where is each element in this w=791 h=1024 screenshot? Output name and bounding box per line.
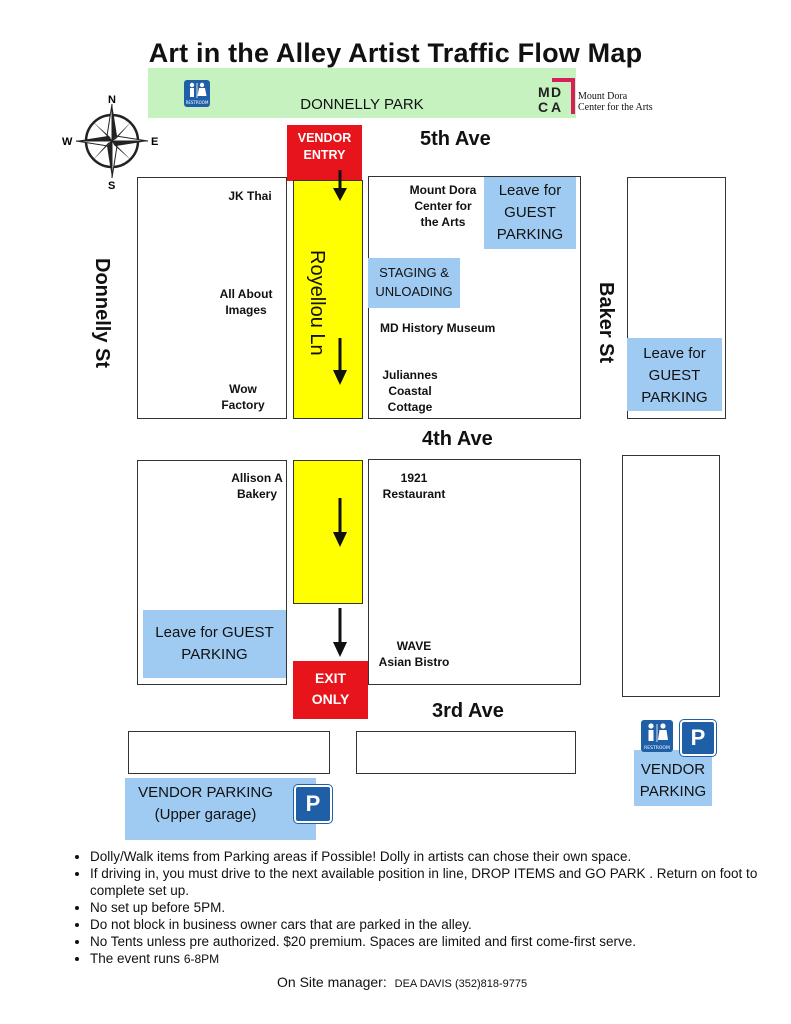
block-lower-right (622, 455, 720, 697)
business-juliannes: Juliannes Coastal Cottage (382, 368, 438, 414)
restroom-icon (641, 720, 673, 752)
svg-text:E: E (151, 136, 159, 148)
rule-item: • Dolly/Walk items from Parking areas if Possible! Dolly in artists can chose their own space. (90, 848, 770, 865)
parking-icon: P (680, 720, 716, 756)
donnelly-park-label: DONNELLY PARK (300, 96, 424, 113)
restroom-icon (184, 80, 210, 107)
rules-list (72, 848, 770, 968)
zone-guest-parking-baker: Leave for GUEST PARKING (627, 338, 722, 411)
block-bottom-left (128, 731, 330, 774)
svg-text:M: M (538, 84, 550, 100)
zone-guest-parking-bottom: Leave for GUEST PARKING (143, 610, 286, 678)
svg-text:S: S (108, 180, 116, 192)
alley-lower (293, 460, 363, 604)
map-title: Art in the Alley Artist Traffic Flow Map (148, 38, 643, 68)
alley-label-royellou-ln: Royellou Ln (306, 250, 328, 356)
business-wow-factory: Wow Factory (221, 382, 265, 412)
exit-only-sign: EXIT ONLY (293, 661, 368, 719)
arrow-down-icon (330, 608, 350, 658)
alley-upper (293, 180, 363, 419)
svg-text:RESTROOM: RESTROOM (185, 100, 209, 105)
zone-vendor-parking-right: VENDOR PARKING (634, 750, 712, 806)
svg-text:W: W (62, 136, 73, 148)
arrow-down-icon (330, 338, 350, 386)
business-jk-thai: JK Thai (228, 189, 272, 203)
rule-item: • No set up before 5PM. (90, 899, 770, 916)
street-3rd-ave: 3rd Ave (432, 700, 504, 722)
parking-icon: P (294, 785, 332, 823)
vendor-entry-sign: VENDOR ENTRY (287, 125, 362, 181)
business-wave-asian-bistro: WAVE Asian Bistro (378, 639, 450, 669)
svg-text:RESTROOM: RESTROOM (644, 746, 670, 751)
rule-item: • If driving in, you must drive to the next available position in line, DROP ITEMS and GO PARK . Return on foot to complete set up. (90, 865, 770, 899)
zone-staging-unloading: STAGING & UNLOADING (368, 258, 460, 308)
zone-guest-parking-top: Leave for GUEST PARKING (484, 177, 576, 249)
logo-text-1: Mount Dora (578, 91, 628, 102)
business-allison-bakery: Allison A Bakery (231, 471, 283, 501)
arrow-down-icon (330, 498, 350, 548)
svg-text:D: D (551, 84, 562, 100)
svg-text:A: A (551, 99, 562, 115)
business-mount-dora-center: Mount Dora Center for the Arts (409, 183, 477, 229)
block-bottom-middle (356, 731, 576, 774)
street-5th-ave: 5th Ave (420, 128, 491, 150)
arrow-down-icon (330, 170, 350, 202)
rule-item: • Do not block in business owner cars that are parked in the alley. (90, 916, 770, 933)
business-md-history-museum: MD History Museum (380, 321, 496, 335)
rule-item-event-time: • The event runs 6-8PM (90, 950, 770, 968)
rule-item: • No Tents unless pre authorized. $20 premium. Spaces are limited and first come-first serve. (90, 933, 770, 950)
street-donnelly-st: Donnelly St (91, 258, 113, 369)
svg-text:C: C (538, 99, 549, 115)
logo-text-2: Center for the Arts (578, 102, 653, 113)
zone-vendor-parking-upper-garage: VENDOR PARKING (Upper garage) (125, 778, 316, 840)
mdca-logo (536, 78, 676, 116)
on-site-manager: On Site manager: DEA DAVIS (352)818-9775 (277, 974, 528, 990)
svg-text:N: N (108, 94, 116, 106)
business-1921-restaurant: 1921 Restaurant (382, 471, 446, 501)
street-baker-st: Baker St (595, 282, 617, 364)
street-4th-ave: 4th Ave (422, 428, 493, 450)
business-all-about-images: All About Images (219, 287, 273, 317)
